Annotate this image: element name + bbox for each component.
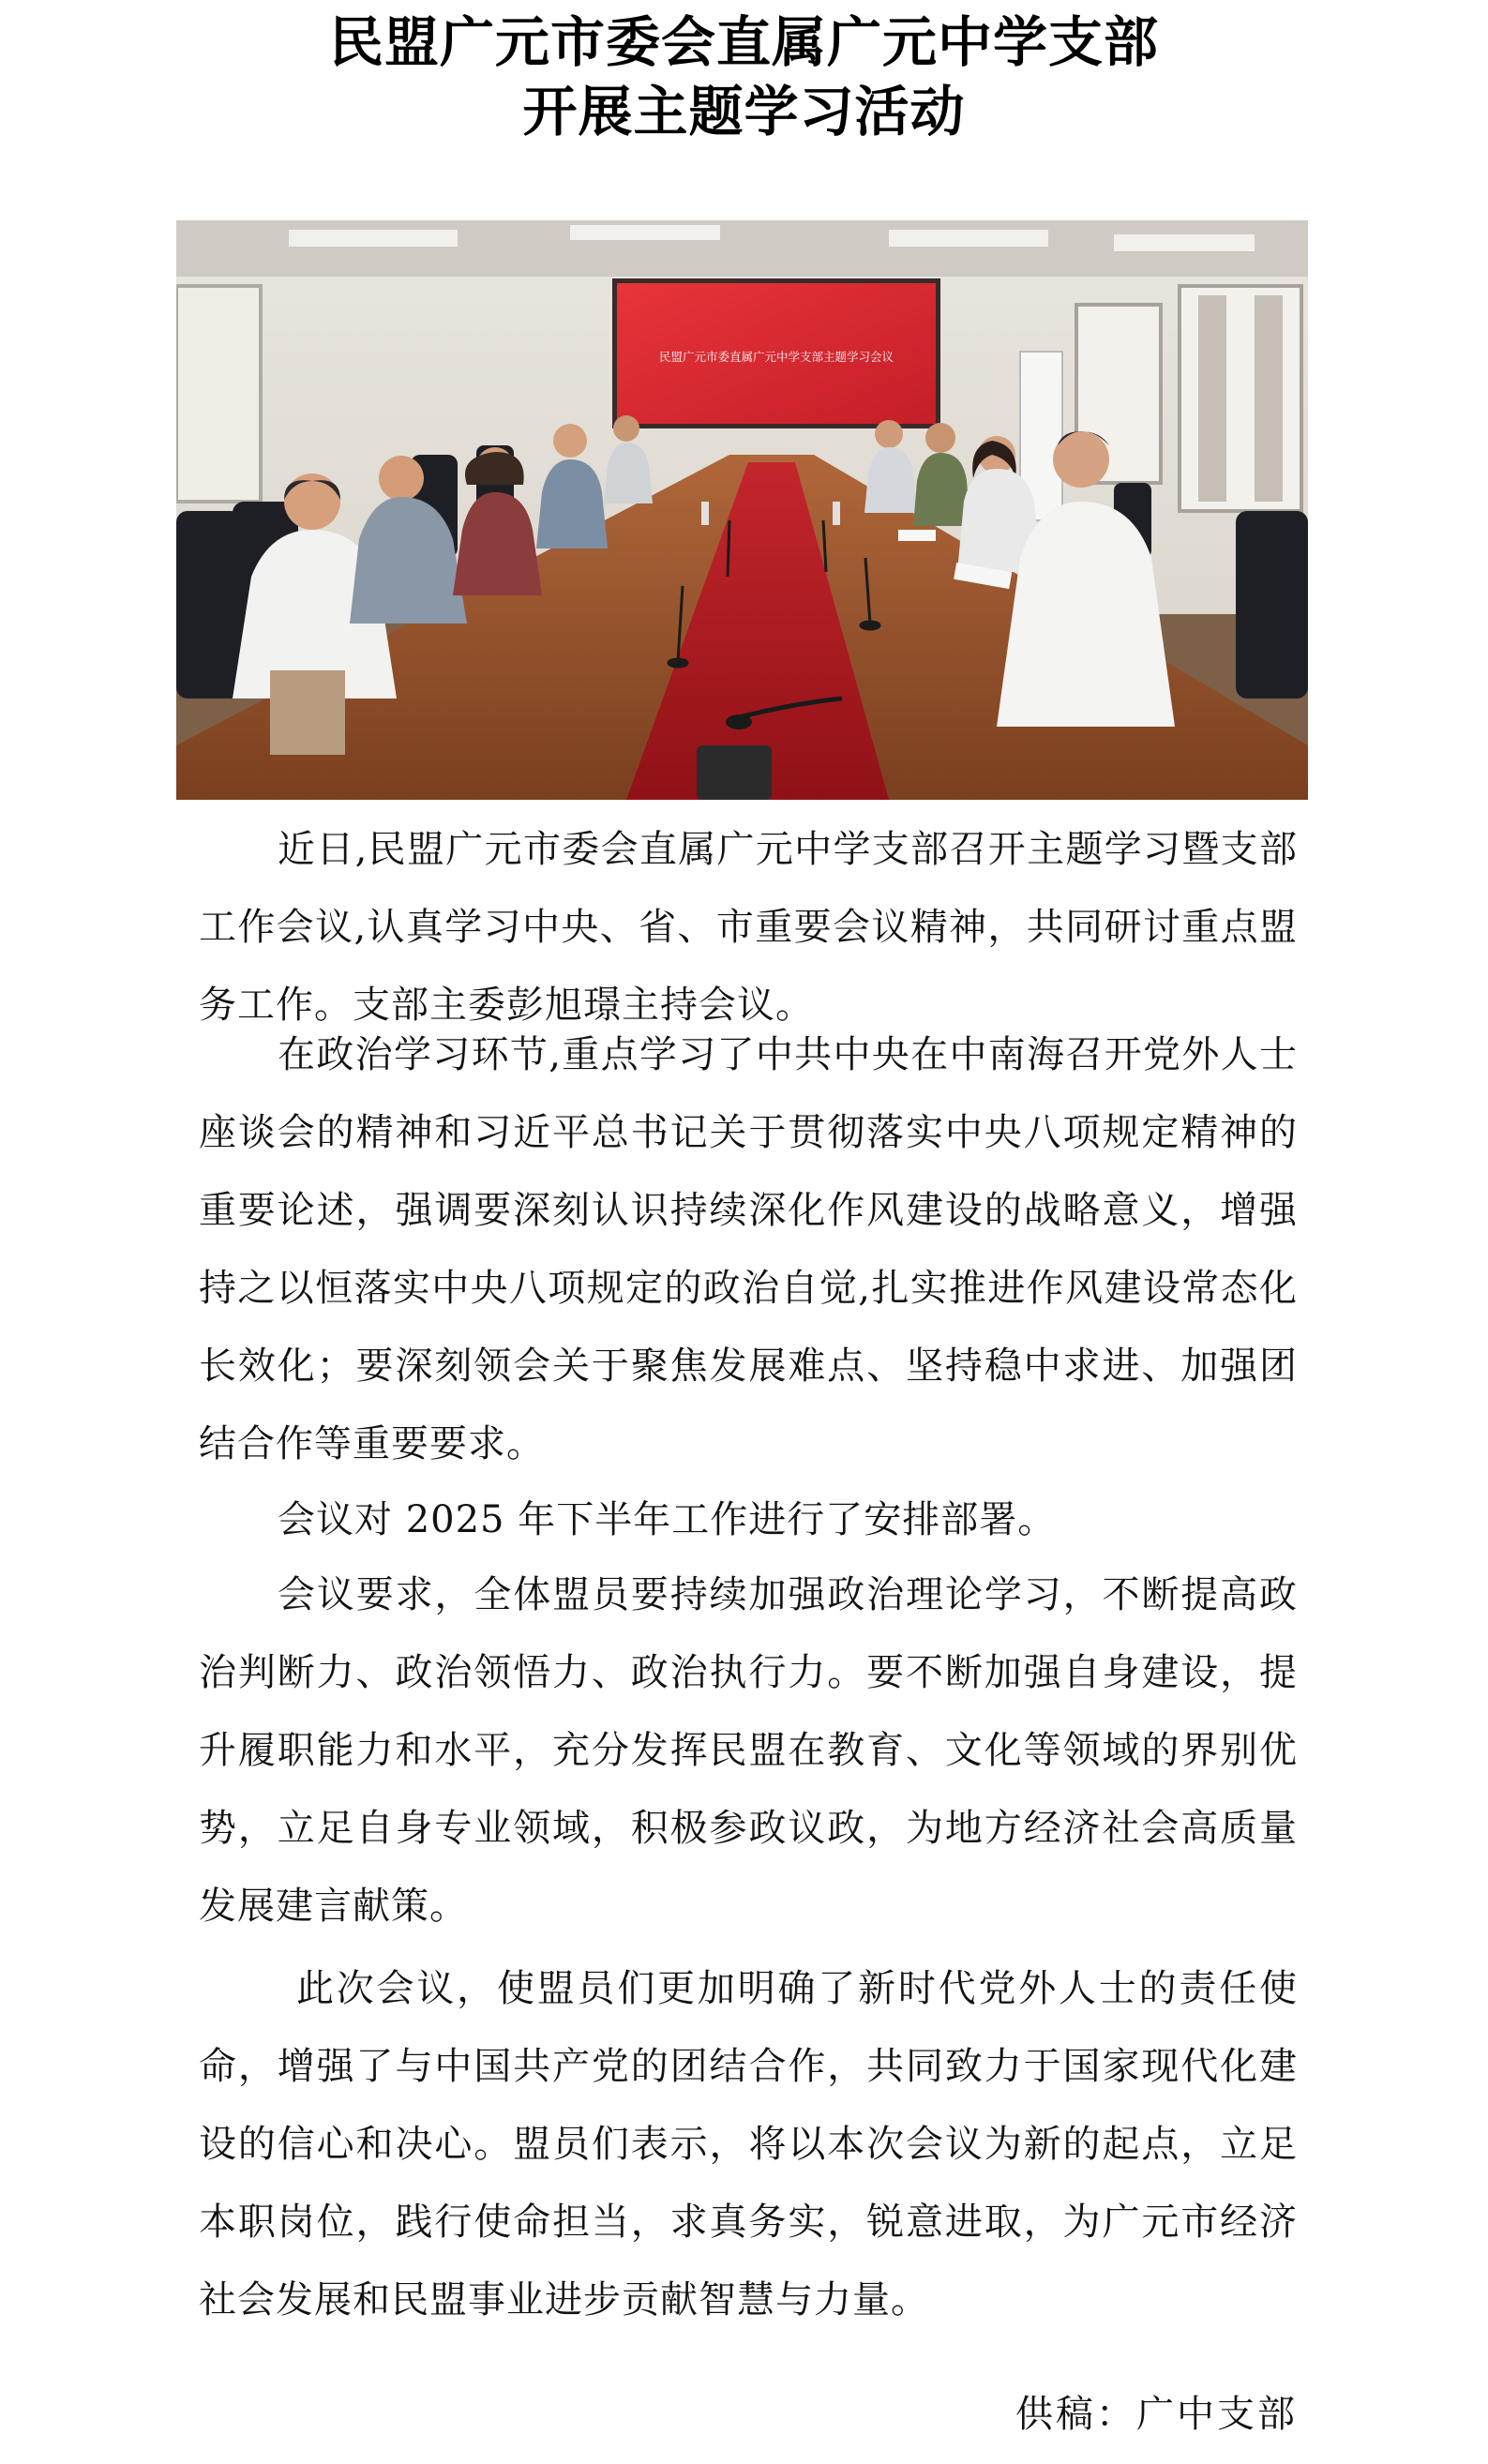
credit-line: 供稿：广中支部 xyxy=(1015,2393,1298,2436)
paragraph-1: 近日,民盟广元市委会直属广元中学支部召开主题学习暨支部工作会议,认真学习中央、省、市重要会议精神，共同研讨重点盟务工作。支部主委彭旭璟主持会议。 xyxy=(199,828,1298,1027)
paragraph-5: 此次会议，使盟员们更加明确了新时代党外人士的责任使命，增强了与中国共产党的团结合作，共同致力于国家现代化建设的信心和决心。盟员们表示，将以本次会议为新的起点，立足本职岗位，践行使命担当，求真务实，锐意进取，为广元市经济社会发展和民盟事业进步贡献智慧与力量。 xyxy=(199,1967,1298,2321)
article-title-line1: 民盟广元市委会直属广元中学支部 xyxy=(328,10,1159,74)
article-title-line2: 开展主题学习活动 xyxy=(522,80,966,143)
paragraph-3: 会议对 2025 年下半年工作进行了安排部署。 xyxy=(278,1498,1057,1541)
meeting-photo xyxy=(176,220,1308,800)
paragraph-2: 在政治学习环节,重点学习了中共中央在中南海召开党外人士座谈会的精神和习近平总书记关于贯彻落实中央八项规定精神的重要论述，强调要深刻认识持续深化作风建设的战略意义，增强持之以恒落实中央八项规定的政治自觉,扎实推进作风建设常态化长效化；要深刻领会关于聚焦发展难点、坚持稳中求进、加强团结合作等重要要求。 xyxy=(199,1033,1298,1465)
paragraph-4: 会议要求，全体盟员要持续加强政治理论学习，不断提高政治判断力、政治领悟力、政治执行力。要不断加强自身建设，提升履职能力和水平，充分发挥民盟在教育、文化等领域的界别优势，立足自身专业领域，积极参政议政，为地方经济社会高质量发展建言献策。 xyxy=(199,1573,1298,1928)
screen-text: 民盟广元市委直属广元中学支部主题学习会议 xyxy=(658,350,894,364)
